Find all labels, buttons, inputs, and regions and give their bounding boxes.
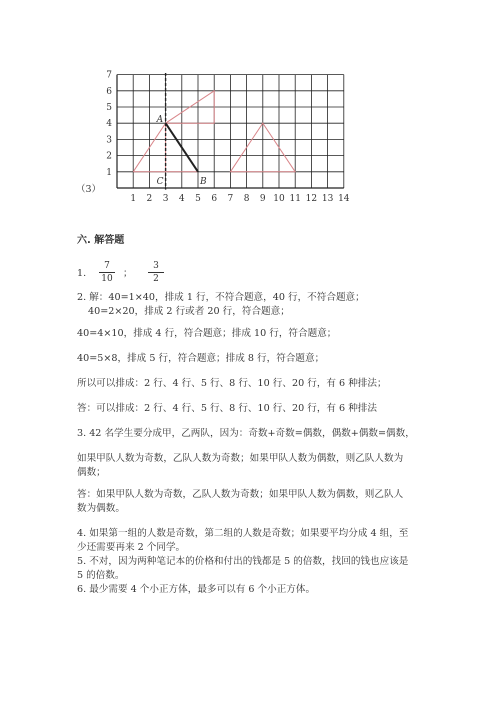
fraction-denominator: 10 <box>101 274 113 284</box>
x-tick-label: 4 <box>178 194 185 204</box>
q3-line-5: 数为偶数。 <box>77 503 125 514</box>
y-tick-label: 3 <box>106 135 112 146</box>
q2-line-5: 所以可以排成：2 行、4 行、5 行、8 行、10 行、20 行，有 6 种排法； <box>77 378 387 389</box>
q1-fraction-1 <box>99 261 115 284</box>
fraction-numerator: 3 <box>153 261 159 271</box>
x-tick-label: 7 <box>227 194 234 204</box>
section-title: 六. 解答题 <box>77 235 125 246</box>
q3-line-4: 答：如果甲队人数为奇数，乙队人数为奇数；如果甲队人数为偶数，则乙队人 <box>77 489 404 500</box>
point-label-a: A <box>156 115 164 126</box>
q4-line-1: 4. 如果第一组的人数是奇数，第二组的人数是奇数；如果要平均分成 4 组，至 <box>77 528 409 539</box>
x-tick-label: 12 <box>305 194 318 204</box>
q6-line-1: 6. 最少需要 4 个小正方体，最多可以有 6 个小正方体。 <box>77 584 316 595</box>
y-tick-label: 1 <box>106 167 112 178</box>
pink-shape-left <box>133 91 214 172</box>
y-tick-label: 4 <box>106 119 112 130</box>
y-tick-label: 2 <box>106 151 112 162</box>
figure-label: （3） <box>76 184 102 195</box>
fraction-denominator: 2 <box>153 274 159 284</box>
q4-line-2: 少还需要再来 2 个同学。 <box>77 542 186 553</box>
x-tick-label: 3 <box>162 194 169 204</box>
x-tick-label: 6 <box>211 194 218 204</box>
q2-line-3: 40=4×10，排成 4 行，符合题意；排成 10 行，符合题意； <box>77 328 337 339</box>
y-tick-label: 6 <box>106 86 112 97</box>
x-tick-label: 2 <box>146 194 153 204</box>
q3-line-3: 偶数； <box>77 467 106 478</box>
x-tick-label: 11 <box>289 194 301 204</box>
q1-separator: ； <box>123 268 133 279</box>
point-label-c: C <box>156 177 164 187</box>
q1-fraction-2 <box>148 261 164 284</box>
y-tick-label: 5 <box>106 103 112 113</box>
x-tick-label: 5 <box>195 194 201 204</box>
q2-line-2: 40=2×20，排成 2 行或者 20 行，符合题意； <box>88 306 290 317</box>
x-tick-label: 9 <box>259 194 266 204</box>
y-tick-label: 7 <box>106 70 112 81</box>
coordinate-grid-figure <box>0 0 500 215</box>
q3-line-2: 如果甲队人数为奇数，乙队人数为奇数；如果甲队人数为偶数，则乙队人数为 <box>77 453 404 464</box>
q5-line-1: 5. 不对，因为两种笔记本的价格和付出的钱都是 5 的倍数，找回的钱也应该是 <box>77 556 409 567</box>
q1-number: 1. <box>77 268 87 279</box>
q2-line-6: 答：可以排成：2 行、4 行、5 行、8 行、10 行、20 行，有 6 种排法 <box>77 403 377 414</box>
q3-line-1: 3. 42 名学生要分成甲，乙两队，因为：奇数+奇数=偶数，偶数+偶数=偶数， <box>77 428 415 439</box>
x-tick-label: 13 <box>321 194 334 204</box>
q2-line-4: 40=5×8，排成 5 行，符合题意；排成 8 行，符合题意； <box>77 353 325 364</box>
q5-line-2: 5 的倍数。 <box>77 570 125 581</box>
fraction-numerator: 7 <box>104 261 110 271</box>
x-tick-label: 14 <box>338 194 350 204</box>
x-tick-label: 10 <box>273 194 285 204</box>
x-tick-label: 8 <box>243 194 250 204</box>
point-label-b: B <box>200 177 207 187</box>
x-tick-label: 1 <box>130 194 137 204</box>
q2-line-1: 2. 解：40=1×40，排成 1 行，不符合题意，40 行，不符合题意； <box>77 292 365 303</box>
